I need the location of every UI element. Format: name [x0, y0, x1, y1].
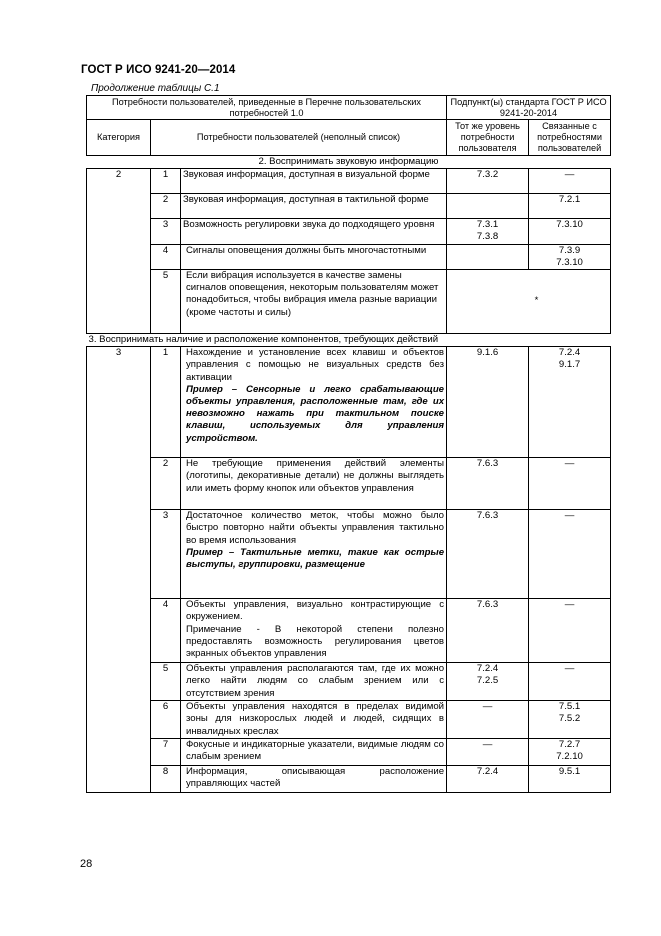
need-text	[181, 599, 447, 663]
header-same-level: Тот же уровень потребности пользователя	[447, 120, 529, 156]
category-cell-empty	[87, 739, 151, 766]
category-cell: 3	[87, 347, 151, 458]
row-number: 4	[151, 244, 181, 269]
row-number: 2	[151, 194, 181, 219]
related-cell: 7.3.9 7.3.10	[529, 244, 611, 269]
header-user-needs-group: Потребности пользователей, приведенные в Перечне пользовательских потребностей 1.0	[87, 96, 447, 120]
row-number: 1	[151, 347, 181, 458]
header-subclauses-group: Подпункт(ы) стандарта ГОСТ Р ИСО 9241-20-2014	[447, 96, 611, 120]
category-cell-empty	[87, 194, 151, 219]
row-number: 3	[151, 510, 181, 599]
category-cell-empty	[87, 766, 151, 793]
need-text: Информация, описывающая расположение управляющих частей	[181, 766, 447, 793]
merged-subclause-cell: *	[447, 270, 611, 334]
header-related: Связанные с потребностями пользователей	[529, 120, 611, 156]
need-text-main: Достаточное количество меток, чтобы можно было быстро повторно найти объекты управления тактильно во время использования	[186, 510, 445, 546]
same-level-cell: 7.3.1 7.3.8	[447, 219, 529, 244]
related-cell: 7.2.1	[529, 194, 611, 219]
related-cell: 7.2.7 7.2.10	[529, 739, 611, 766]
category-cell-empty	[87, 458, 151, 510]
related-cell: 7.3.10	[529, 219, 611, 244]
document-header: ГОСТ Р ИСО 9241-20—2014	[81, 64, 236, 76]
need-text: Звуковая информация, доступная в тактильной форме	[181, 194, 447, 219]
same-level-cell: 7.2.4	[447, 766, 529, 793]
need-text: Если вибрация используется в качестве замены сигналов оповещения, некоторым пользователям может понадобиться, чтобы вибрация имела разные вариации (кроме частоты и силы)	[181, 270, 447, 334]
header-category: Категория	[87, 120, 151, 156]
row-number: 5	[151, 270, 181, 334]
category-cell-empty	[87, 244, 151, 269]
row-number: 1	[151, 169, 181, 194]
requirements-table	[86, 95, 611, 793]
example-text: Пример – Тактильные метки, такие как острые выступы, группировки, размещение	[186, 546, 445, 571]
note-text: Примечание - В некоторой степени полезно предоставлять возможность регулирования цветов экранных объектов управления	[186, 623, 445, 660]
need-text: Возможность регулировки звука до подходящего уровня	[181, 219, 447, 244]
related-cell: 9.5.1	[529, 766, 611, 793]
same-level-cell: 7.6.3	[447, 510, 529, 599]
related-cell: —	[529, 169, 611, 194]
row-number: 5	[151, 663, 181, 701]
section-title: 2. Воспринимать звуковую информацию	[87, 156, 611, 169]
related-cell: 7.5.1 7.5.2	[529, 701, 611, 739]
same-level-cell	[447, 194, 529, 219]
section-title: 3. Воспринимать наличие и расположение компонентов, требующих действий	[87, 334, 611, 347]
category-cell-empty	[87, 270, 151, 334]
need-text	[181, 510, 447, 599]
category-cell-empty	[87, 510, 151, 599]
need-text-main: Нахождение и установление всех клавиш и объектов управления с помощью не визуальных средств без активации	[186, 347, 445, 383]
table-continuation-caption: Продолжение таблицы С.1	[91, 83, 220, 94]
same-level-cell	[447, 244, 529, 269]
need-text: Сигналы оповещения должны быть многочастотными	[181, 244, 447, 269]
need-text: Звуковая информация, доступная в визуальной форме	[181, 169, 447, 194]
example-text: Пример – Сенсорные и легко срабатывающие объекты управления, расположенные там, где их невозможно нажать при тактильном поиске клавиш, используемых для управления устройством.	[186, 383, 445, 444]
same-level-cell: —	[447, 739, 529, 766]
category-cell-empty	[87, 701, 151, 739]
related-cell: 7.2.4 9.1.7	[529, 347, 611, 458]
same-level-cell: 7.6.3	[447, 458, 529, 510]
category-cell-empty	[87, 219, 151, 244]
need-text: Объекты управления находятся в пределах видимой зоны для низкорослых людей и людей, сидящих в инвалидных креслах	[181, 701, 447, 739]
category-cell: 2	[87, 169, 151, 194]
row-number: 3	[151, 219, 181, 244]
same-level-cell: —	[447, 701, 529, 739]
category-cell-empty	[87, 599, 151, 663]
need-text-main: Объекты управления, визуально контрастирующие с окружением.	[186, 599, 445, 623]
need-text: Не требующие применения действий элементы (логотипы, декоративные детали) не должны выглядеть или иметь форму кнопок или объектов управления	[181, 458, 447, 510]
header-user-needs: Потребности пользователей (неполный список)	[151, 120, 447, 156]
row-number: 8	[151, 766, 181, 793]
related-cell: —	[529, 663, 611, 701]
row-number: 6	[151, 701, 181, 739]
page-number: 28	[80, 858, 93, 870]
row-number: 2	[151, 458, 181, 510]
same-level-cell: 7.3.2	[447, 169, 529, 194]
need-text	[181, 347, 447, 458]
same-level-cell: 9.1.6	[447, 347, 529, 458]
related-cell: —	[529, 458, 611, 510]
row-number: 7	[151, 739, 181, 766]
same-level-cell: 7.6.3	[447, 599, 529, 663]
related-cell: —	[529, 510, 611, 599]
category-cell-empty	[87, 663, 151, 701]
need-text: Объекты управления располагаются там, где их можно легко найти людям со слабым зрением или с отсутствием зрения	[181, 663, 447, 701]
same-level-cell: 7.2.4 7.2.5	[447, 663, 529, 701]
related-cell: —	[529, 599, 611, 663]
row-number: 4	[151, 599, 181, 663]
need-text: Фокусные и индикаторные указатели, видимые людям со слабым зрением	[181, 739, 447, 766]
